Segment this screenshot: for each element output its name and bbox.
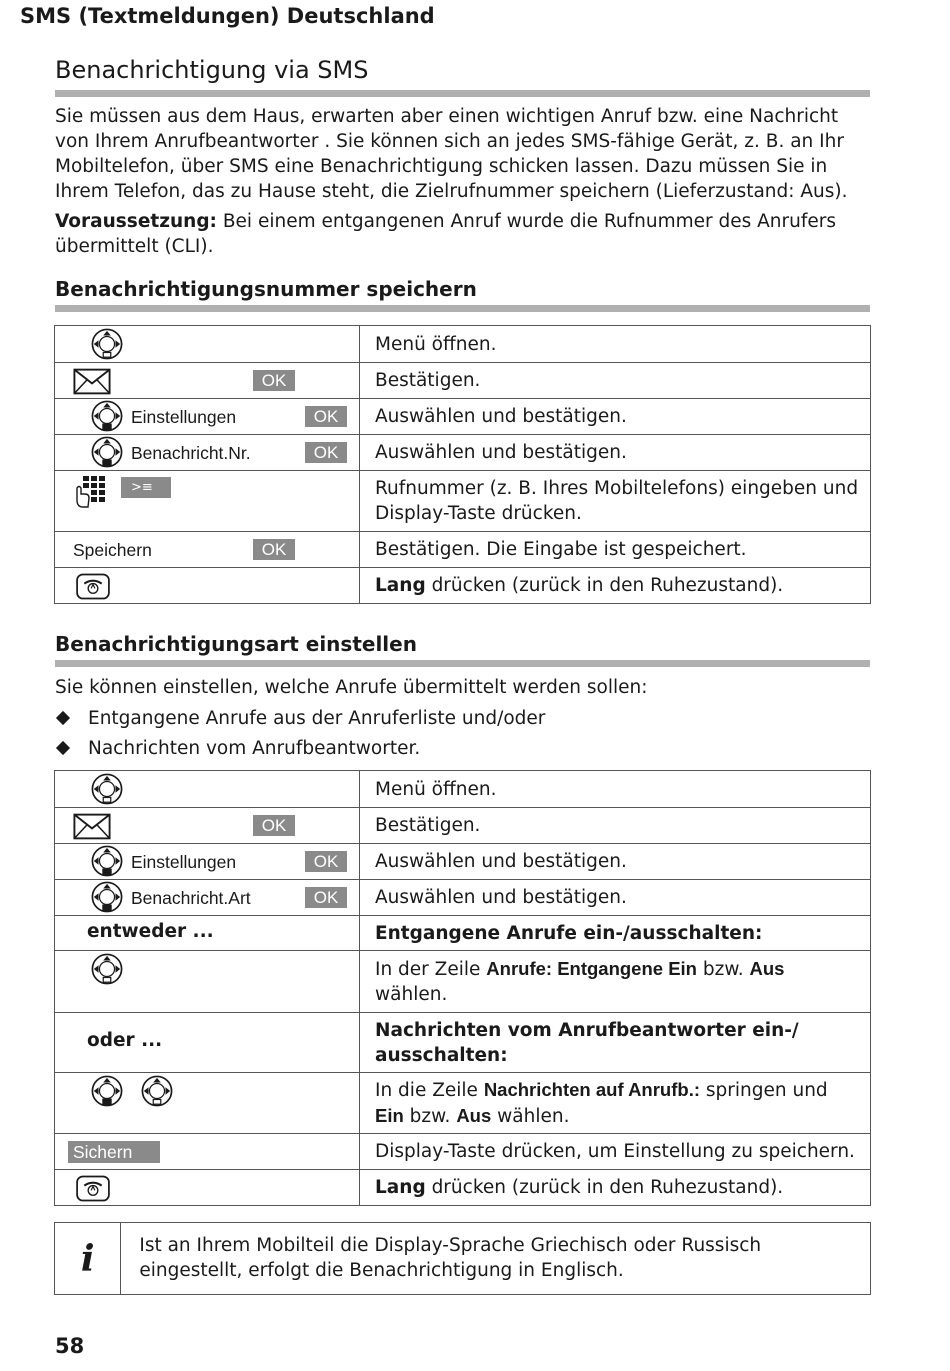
list-item-text: Entgangene Anrufe aus der Anruferliste und/oder [88, 707, 546, 729]
step-text: wählen. [375, 984, 448, 1005]
condition-label: oder ... [87, 1030, 163, 1051]
step-description [360, 568, 871, 604]
ok-key: OK [305, 406, 347, 427]
table-row [55, 568, 871, 604]
step-description [360, 1170, 871, 1206]
end-call-icon [75, 1175, 111, 1202]
bullet-list [55, 703, 545, 763]
ok-key: OK [305, 851, 347, 872]
menu-label: Speichern [73, 540, 152, 560]
display-text: Nachrichten auf Anrufb.: [483, 1079, 700, 1100]
table-row [55, 363, 871, 399]
display-text: Aus [456, 1105, 492, 1126]
ok-key: OK [305, 887, 347, 908]
menu-label: Einstellungen [131, 852, 237, 872]
menu-label: Benachricht.Nr. [131, 443, 251, 463]
prerequisite-paragraph [55, 209, 875, 259]
control-key-icon [89, 1075, 125, 1107]
table-row [55, 399, 871, 435]
step-text: bzw. [403, 1106, 457, 1127]
info-box [54, 1222, 871, 1295]
page-number: 58 [55, 1334, 85, 1358]
display-text: Ein [375, 1105, 404, 1126]
bullet-icon [56, 711, 70, 725]
list-item-text: Nachrichten vom Anrufbeantworter. [88, 737, 421, 759]
step-description: Auswählen und bestätigen. [360, 435, 871, 471]
section2-intro: Sie können einstellen, welche Anrufe übermittelt werden sollen: [55, 677, 648, 698]
sichern-display-key: Sichern [68, 1141, 160, 1163]
page-title: Benachrichtigung via SMS [55, 56, 369, 84]
table-row [55, 844, 871, 880]
table-row [55, 1013, 871, 1073]
step-text: In die Zeile [375, 1080, 484, 1101]
info-text: Ist an Ihrem Mobilteil die Display-Sprache Griechisch oder Russisch eingestellt, erfolgt die Benachrichtigung in Englisch. [139, 1235, 762, 1281]
table-row [55, 808, 871, 844]
ok-key: OK [253, 539, 295, 560]
table-row [55, 1073, 871, 1134]
step-text: drücken (zurück in den Ruhezustand). [425, 575, 784, 596]
prerequisite-label: Voraussetzung: [55, 211, 217, 232]
table-row [55, 880, 871, 916]
table-row [55, 771, 871, 808]
control-key-icon [89, 845, 125, 877]
step-text: In der Zeile [375, 959, 487, 980]
table-row [55, 1170, 871, 1206]
step-description: Entgangene Anrufe ein-/ausschalten: [360, 916, 871, 951]
step-text: bzw. [696, 959, 750, 980]
running-header: SMS (Textmeldungen) Deutschland [20, 4, 435, 28]
step-text: Bestätigen. Die Eingabe ist gespeichert. [375, 539, 747, 560]
table-row [55, 951, 871, 1013]
control-key-icon [89, 881, 125, 913]
step-text: drücken (zurück in den Ruhezustand). [425, 1177, 784, 1198]
step-description: Auswählen und bestätigen. [360, 399, 871, 435]
table-row [55, 326, 871, 363]
ok-key: OK [253, 370, 295, 391]
control-key-icon [89, 773, 125, 805]
table-row [55, 471, 871, 532]
ok-key: OK [253, 815, 295, 836]
display-key-icon: >≡ [121, 477, 171, 498]
envelope-icon [73, 368, 111, 395]
display-text: Anrufe: Entgangene Ein [486, 958, 697, 979]
title-rule [55, 90, 870, 97]
control-key-icon [139, 1075, 175, 1107]
info-icon: i [55, 1223, 121, 1294]
step-description: Menü öffnen. [360, 326, 871, 363]
control-key-icon [89, 436, 125, 468]
step-bold: Lang [375, 575, 426, 596]
list-item [55, 703, 545, 733]
step-description: Bestätigen. [360, 363, 871, 399]
keypad-icon [73, 474, 107, 508]
step-description: Menü öffnen. [360, 771, 871, 808]
intro-paragraph: Sie müssen aus dem Haus, erwarten aber einen wichtigen Anruf bzw. eine Nachricht von Ihrem Anrufbeantworter . Sie können sich an jedes SMS-fähige Gerät, z. B. an Ihr Mobiltelefon, über SMS eine Benachrichtigung schicken lassen. Dazu müssen Sie in Ihrem Telefon, das zu Hause steht, die Zielrufnummer speichern (Lieferzustand: Aus). [55, 106, 848, 202]
step-description: Nachrichten vom Anrufbeantworter ein-/ ausschalten: [360, 1013, 871, 1073]
ok-key: OK [305, 442, 347, 463]
step-description: Auswählen und bestätigen. [360, 844, 871, 880]
step-description [360, 532, 871, 568]
table-row [55, 532, 871, 568]
condition-label: entweder ... [87, 921, 214, 942]
control-key-icon [89, 400, 125, 432]
step-text: springen und [700, 1080, 828, 1101]
step-description: Bestätigen. [360, 808, 871, 844]
step-description: Display-Taste drücken, um Einstellung zu speichern. [360, 1134, 871, 1170]
section1-steps-table [54, 325, 871, 604]
table-row [55, 435, 871, 471]
section2-steps-table [54, 770, 871, 1206]
step-text: wählen. [491, 1106, 570, 1127]
step-description [360, 1073, 871, 1134]
step-description: Rufnummer (z. B. Ihres Mobiltelefons) eingeben und Display-Taste drücken. [360, 471, 871, 532]
envelope-icon [73, 813, 111, 840]
control-key-icon [89, 328, 125, 360]
section2-rule [55, 660, 870, 667]
section2-heading: Benachrichtigungsart einstellen [55, 632, 417, 656]
menu-label: Benachricht.Art [131, 888, 251, 908]
section1-heading: Benachrichtigungsnummer speichern [55, 277, 477, 301]
section1-rule [55, 305, 870, 312]
menu-label: Einstellungen [131, 407, 237, 427]
table-row [55, 916, 871, 951]
step-description: Auswählen und bestätigen. [360, 880, 871, 916]
display-text: Aus [749, 958, 785, 979]
prerequisite-text: Bei einem entgangenen Anruf wurde die Rufnummer des Anrufers übermittelt (CLI). [55, 211, 836, 257]
end-call-icon [75, 573, 111, 600]
bullet-icon [56, 741, 70, 755]
list-item [55, 733, 545, 763]
table-row [55, 1134, 871, 1170]
control-key-icon [89, 953, 125, 985]
step-description [360, 951, 871, 1013]
step-bold: Lang [375, 1177, 426, 1198]
